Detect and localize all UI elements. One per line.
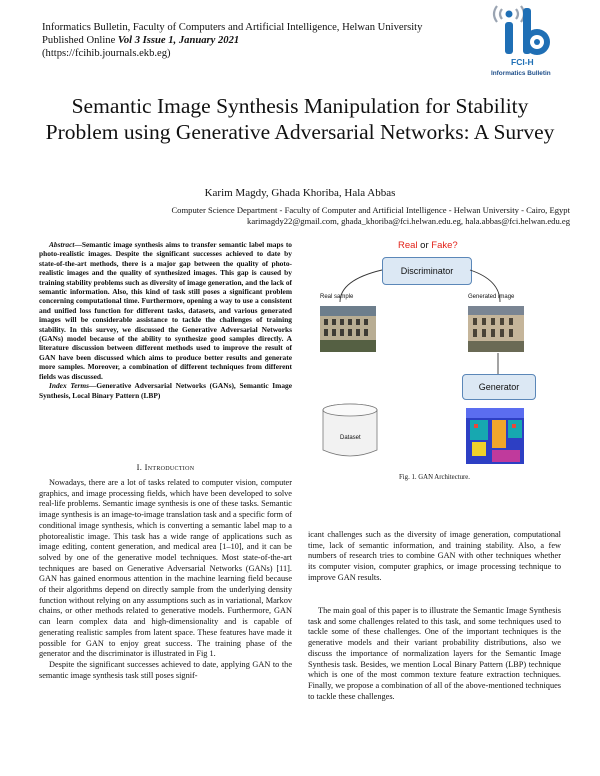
intro-paragraph-2: Despite the significant successes achieved to date, applying GAN to the semantic image synthesis task still poses signif-	[39, 659, 292, 680]
issue-info: Vol 3 Issue 1, January 2021	[117, 35, 240, 47]
generator-box: Generator	[462, 374, 536, 400]
index-terms	[39, 381, 292, 400]
author-emails[interactable]: karimagdy22@gmail.com, ghada_khoriba@fci.helwan.edu.eg, hala.abbas@fci.helwan.edu.eg	[247, 216, 570, 226]
section-title: Introduction	[144, 462, 195, 472]
journal-logo	[485, 4, 560, 78]
affiliation	[150, 205, 570, 227]
journal-url[interactable]: (https://fcihib.journals.ekb.eg)	[42, 48, 171, 60]
section-heading	[39, 462, 292, 472]
figure-caption: Fig. 1. GAN Architecture.	[399, 474, 470, 481]
affiliation-department: Computer Science Department - Faculty of Computer and Artificial Intelligence - Helwan University - Cairo, Egypt	[171, 205, 570, 215]
intro-right-paragraph-2: The main goal of this paper is to illustrate the Semantic Image Synthesis task and some challenges related to this task, and some techniques used to tackle some of these challenges. One of the important techniques is the generative models and their variant probability distributions, also we discuss the importance of normalization layers for the Semantic Image Synthesis task. Besides, we mention Local Binary Pattern (LBP) technique which is one of the most common texture feature extraction techniques. Finally, we propose a combination of all of the above-mentioned techniques to tackle these challenges.	[308, 606, 561, 701]
discriminator-box: Discriminator	[382, 257, 472, 285]
index-terms-label: Index Terms	[49, 381, 89, 391]
real-sample-label: Real sample	[320, 294, 354, 300]
real-or-fake-label: Real or Fake?	[398, 240, 458, 251]
dataset-label: Dataset	[340, 435, 361, 441]
publication-info: Published Online Vol 3 Issue 1, January 2021	[42, 35, 240, 47]
journal-name: Informatics Bulletin, Faculty of Computers and Artificial Intelligence, Helwan University	[42, 22, 423, 33]
authors: Karim Magdy, Ghada Khoriba, Hala Abbas	[204, 187, 396, 199]
index-terms-text: —Generative Adversarial Networks (GANs), Semantic Image Synthesis, Local Binary Pattern (LBP)	[39, 381, 293, 400]
logo-subtitle: Informatics Bulletin	[491, 70, 551, 77]
abstract-text: —Semantic image synthesis aims to transfer semantic label maps to photo-realistic images. Despite the significant successes achieved to date by state-of-the-art methods, there is a major gap between the quality of photo-realistic images and the quality of synthesized images. This gap is caused by training stability problems such as diversity of image generation, and the lack of semantic information. Also, this kind of task still poses a significant problem concerning computational time. Furthermore, opening a way to use a consistent and unified loss function for different tasks, datasets, and various generated images will be considerable assistance to tackle the challenges of training stability. In this survey, we discussed the Generative Adversarial Networks (GANs) model because of the ability to synthesize good samples directly. A literature discussion between different methods used to improve the result of GAN have been discussed which aims to produce better results and generate more samples. Moreover, a combination of different techniques from different fields was discussed.	[39, 240, 292, 381]
intro-right-paragraph-1: icant challenges such as the diversity of image generation, computational time, lack of semantic information, and training stability. Also, a few numbers of research tries to combine GAN with other techniques whether its computer vision, computer graphics, or image processing technique to improve GAN results.	[308, 530, 561, 582]
abstract-label: Abstract	[49, 240, 75, 249]
dataset-cylinder-icon	[320, 402, 380, 460]
semantic-label-map	[466, 408, 524, 464]
journal-header	[42, 21, 422, 61]
logo-text: FCI-H	[511, 57, 534, 67]
paper-title: Semantic Image Synthesis Manipulation for Stability Problem using Generative Adversarial Networks: A Survey	[45, 94, 555, 144]
gan-figure	[320, 240, 530, 468]
section-number: I.	[136, 462, 143, 472]
abstract	[39, 240, 292, 400]
intro-left-column	[39, 478, 292, 681]
intro-paragraph-1: Nowadays, there are a lot of tasks related to computer vision, computer graphics, and image processing fields, which have been developed to solve real-life problems. Semantic image synthesis is one of these tasks. Semantic image synthesis is an image-to-image translation task and a specific form of conditional image synthesis, which is converting a semantic label map to a photorealistic image. This task has a wide range of applications such as image editing, content generation, and medical area [1–10], and it can be solved by one of the generative model techniques. Most state-of-the-art techniques are based on Generative Adversarial Networks (GANs) [11]. GAN has gained enormous attention in the machine learning field because of their algorithms depend on directly sample from the underlying density function without relying on any assumptions such as in variational, Markov chains, or other methods related to generative models. Furthermore, GAN can learn complex data and high-dimensionality and is capable of generating realistic samples from latent space. These features have made it possible for GAN to enjoy great success. The training phase of the generator and the discriminator is illustrated in Fig 1.	[39, 478, 292, 659]
generated-image-label: Generated image	[468, 294, 515, 300]
